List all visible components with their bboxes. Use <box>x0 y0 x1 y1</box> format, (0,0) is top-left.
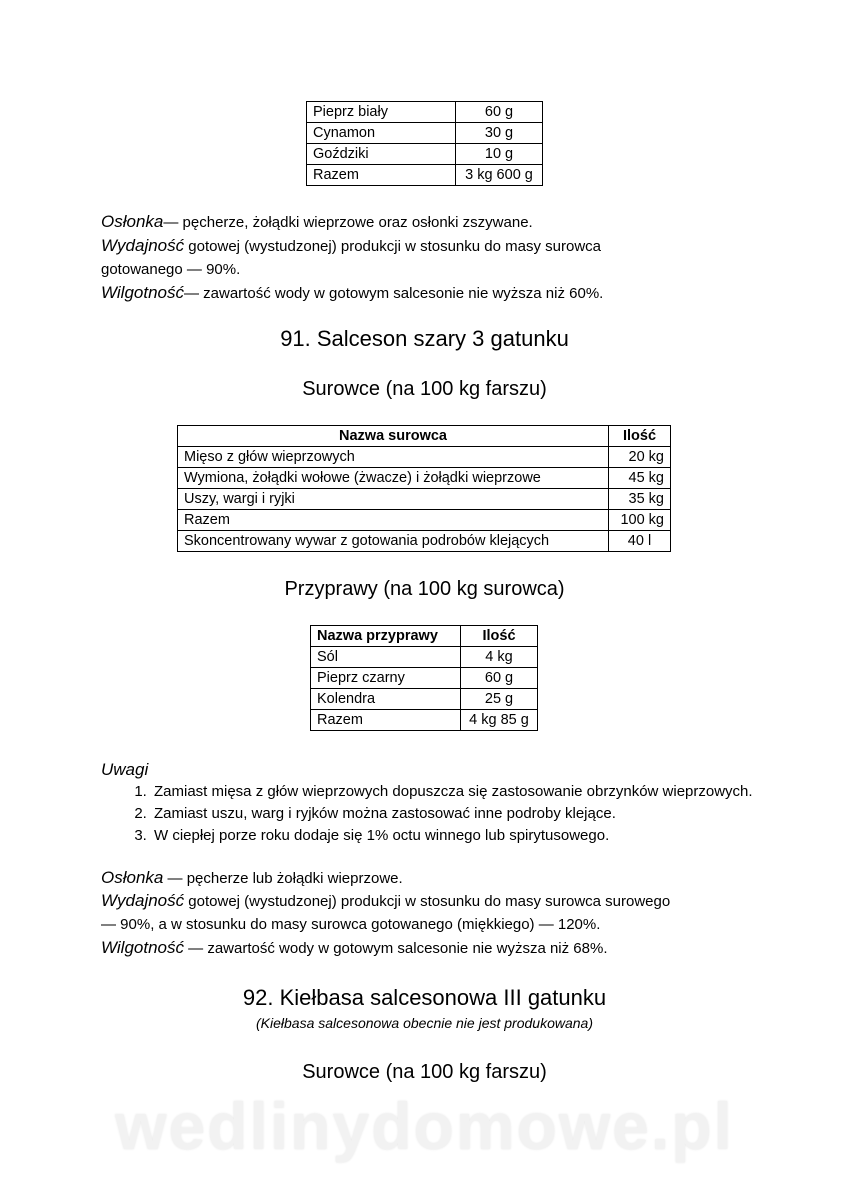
section-92-title: 92. Kiełbasa salcesonowa III gatunku <box>242 985 607 1010</box>
list-item: 2. Zamiast uszu, warg i ryjków można zastosować inne podroby klejące. <box>151 803 791 825</box>
moisture-text: — zawartość wody w gotowym salcesonie nie wyższa niż 68%. <box>184 940 608 957</box>
section-91-raw-heading: Surowce (na 100 kg farszu) <box>302 378 547 400</box>
table-row <box>311 647 538 668</box>
raw-name: Razem <box>178 510 609 531</box>
casing-text: — pęcherze lub żołądki wieprzowe. <box>163 870 403 887</box>
spice-table-continued <box>306 101 543 186</box>
section-92-subtitle: (Kiełbasa salcesonowa obecnie nie jest produkowana) <box>256 1015 593 1031</box>
raw-qty: 45 kg <box>609 468 671 489</box>
spice-qty: 4 kg 85 g <box>461 710 538 731</box>
table-row <box>178 447 671 468</box>
spice-qty: 4 kg <box>461 647 538 668</box>
spice-name: Sól <box>311 647 461 668</box>
spice-table <box>310 625 538 731</box>
col-header-name: Nazwa surowca <box>178 426 609 447</box>
table-row <box>178 531 671 552</box>
section-91-title: 91. Salceson szary 3 gatunku <box>280 326 569 351</box>
yield-note <box>101 235 601 258</box>
moisture-text: — zawartość wody w gotowym salcesonie nie wyższa niż 60%. <box>184 285 604 302</box>
table-row <box>311 710 538 731</box>
yield-text: gotowej (wystudzonej) produkcji w stosunku do masy surowca surowego <box>184 893 671 910</box>
raw-name: Mięso z głów wieprzowych <box>178 447 609 468</box>
casing-note <box>101 211 533 234</box>
spice-name: Razem <box>311 710 461 731</box>
casing-label: Osłonka <box>101 868 164 887</box>
spice-name: Cynamon <box>307 123 456 144</box>
spice-name: Pieprz biały <box>307 102 456 123</box>
table-row <box>178 468 671 489</box>
yield-note-cont: — 90%, a w stosunku do masy surowca gotowanego (miękkiego) — 120%. <box>101 916 601 933</box>
moisture-note <box>101 282 603 305</box>
notes-heading: Uwagi <box>101 760 149 779</box>
col-header-qty: Ilość <box>609 426 671 447</box>
raw-materials-table <box>177 425 671 552</box>
list-item: 3. W ciepłej porze roku dodaje się 1% octu winnego lub spirytusowego. <box>151 825 791 847</box>
raw-qty: 35 kg <box>609 489 671 510</box>
raw-qty: 100 kg <box>609 510 671 531</box>
list-item: 1. Zamiast mięsa z głów wieprzowych dopuszcza się zastosowanie obrzynków wieprzowych. <box>151 781 791 803</box>
table-header-row <box>178 426 671 447</box>
table-row <box>311 668 538 689</box>
spice-qty: 60 g <box>456 102 543 123</box>
yield-label: Wydajność <box>101 236 185 255</box>
spice-qty: 60 g <box>461 668 538 689</box>
spice-name: Kolendra <box>311 689 461 710</box>
raw-name: Wymiona, żołądki wołowe (żwacze) i żołądki wieprzowe <box>178 468 609 489</box>
section-91-spice-heading: Przyprawy (na 100 kg surowca) <box>284 578 565 600</box>
moisture-label: Wilgotność <box>101 938 184 957</box>
raw-name: Uszy, wargi i ryjki <box>178 489 609 510</box>
table-header-row <box>311 626 538 647</box>
yield-note-cont: gotowanego — 90%. <box>101 261 241 278</box>
casing-text: — pęcherze, żołądki wieprzowe oraz osłonki zszywane. <box>163 214 533 231</box>
casing-label: Osłonka <box>101 212 164 231</box>
table-row <box>307 144 543 165</box>
yield-note <box>101 890 670 913</box>
raw-name: Skoncentrowany wywar z gotowania podrobów klejących <box>178 531 609 552</box>
spice-name: Razem <box>307 165 456 186</box>
spice-qty: 30 g <box>456 123 543 144</box>
moisture-label: Wilgotność <box>101 283 184 302</box>
col-header-name: Nazwa przyprawy <box>311 626 461 647</box>
yield-label: Wydajność <box>101 891 185 910</box>
table-row <box>178 489 671 510</box>
casing-note <box>101 867 403 890</box>
spice-qty: 3 kg 600 g <box>456 165 543 186</box>
section-92-raw-heading: Surowce (na 100 kg farszu) <box>302 1061 547 1083</box>
raw-qty: 40 l <box>609 531 671 552</box>
spice-name: Goździki <box>307 144 456 165</box>
spice-name: Pieprz czarny <box>311 668 461 689</box>
moisture-note <box>101 937 608 960</box>
table-row <box>307 165 543 186</box>
yield-text: gotowej (wystudzonej) produkcji w stosunku do masy surowca <box>184 238 601 255</box>
table-row <box>178 510 671 531</box>
watermark: wedlinydomowe.pl <box>115 1089 734 1163</box>
col-header-qty: Ilość <box>461 626 538 647</box>
raw-qty: 20 kg <box>609 447 671 468</box>
spice-qty: 10 g <box>456 144 543 165</box>
notes-list <box>101 781 791 847</box>
table-row <box>311 689 538 710</box>
table-row <box>307 102 543 123</box>
spice-qty: 25 g <box>461 689 538 710</box>
table-row <box>307 123 543 144</box>
